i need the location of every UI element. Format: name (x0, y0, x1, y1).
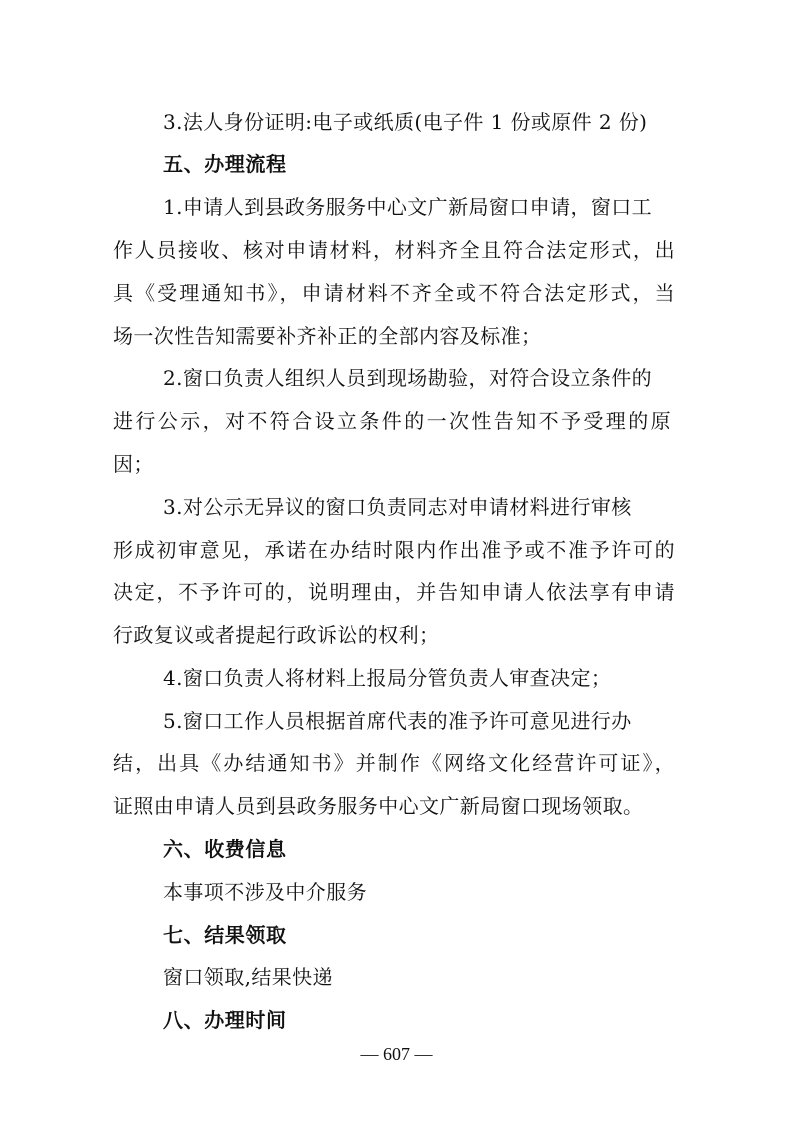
text-line-process-3a: 3.对公示无异议的窗口负责同志对申请材料进行审核 (163, 495, 632, 519)
page-number: — 607 — (360, 1044, 433, 1064)
section-heading-fees: 六、收费信息 (163, 837, 287, 861)
text-line-process-5b: 结，出具《办结通知书》并制作《网络文化经营许可证》， (113, 751, 675, 775)
section-heading-result: 七、结果领取 (163, 923, 287, 947)
text-line-id-proof: 3.法人身份证明:电子或纸质(电子件 1 份或原件 2 份) (163, 110, 648, 134)
text-line-process-2b: 进行公示，对不符合设立条件的一次性告知不予受理的原 (113, 409, 671, 433)
text-line-process-1d: 场一次性告知需要补齐补正的全部内容及标准； (113, 324, 542, 348)
text-line-process-3c: 决定，不予许可的，说明理由，并告知申请人依法享有申请 (113, 580, 675, 604)
text-line-process-3b: 形成初审意见，承诺在办结时限内作出准予或不准予许可的 (113, 538, 675, 562)
section-heading-hours: 八、办理时间 (163, 1008, 287, 1032)
text-line-process-1c: 具《受理通知书》，申请材料不齐全或不符合法定形式，当 (113, 281, 675, 305)
text-line-process-2a: 2.窗口负责人组织人员到现场勘验，对符合设立条件的 (163, 366, 653, 390)
section-heading-process: 五、办理流程 (163, 152, 287, 176)
text-line-process-4: 4.窗口负责人将材料上报局分管负责人审查决定； (163, 666, 612, 690)
text-line-process-2c: 因； (113, 452, 154, 476)
text-line-process-3d: 行政复议或者提起行政诉讼的权利； (113, 623, 440, 647)
text-line-process-5a: 5.窗口工作人员根据首席代表的准予许可意见进行办 (163, 709, 632, 733)
text-line-process-1b: 作人员接收、核对申请材料，材料齐全且符合法定形式，出 (113, 238, 675, 262)
text-line-result: 窗口领取,结果快递 (163, 965, 333, 989)
text-line-fees: 本事项不涉及中介服务 (163, 880, 367, 904)
text-line-process-1a: 1.申请人到县政务服务中心文广新局窗口申请，窗口工 (163, 195, 653, 219)
text-line-process-5c: 证照由申请人员到县政务服务中心文广新局窗口现场领取。 (113, 794, 644, 818)
